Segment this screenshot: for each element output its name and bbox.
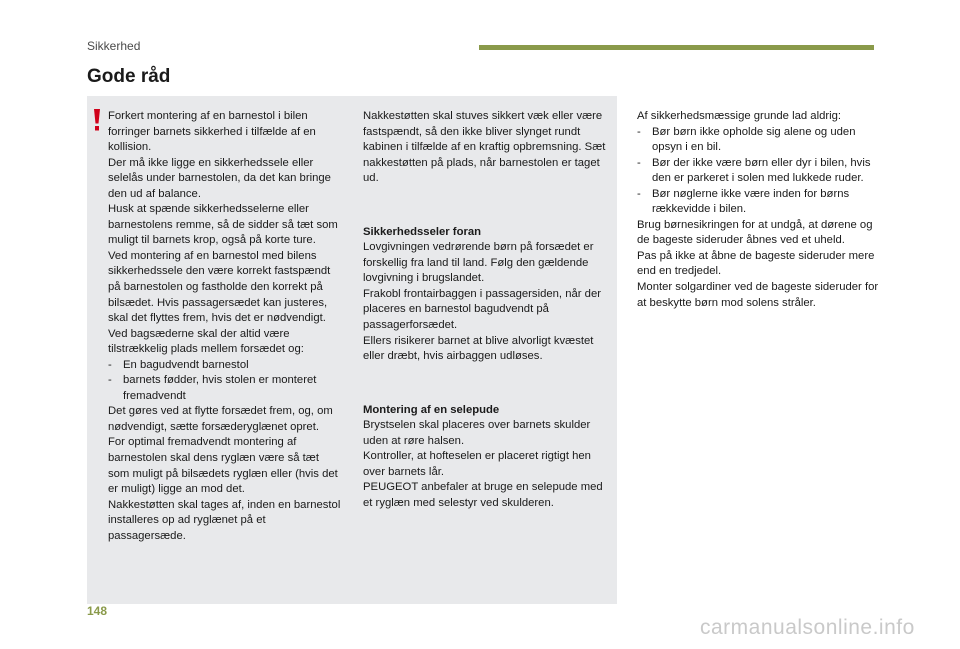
list-dash: - (108, 358, 112, 371)
header-rule (479, 45, 874, 50)
exclamation-warning-icon (91, 109, 103, 131)
page-title: Gode råd (87, 66, 171, 87)
list-item (637, 125, 882, 156)
paragraph: Ved bagsæderne skal der altid være tilstrækkelig plads mellem forsædet og: (108, 327, 304, 356)
paragraph: Ellers risikerer barnet at blive alvorligt kvæstet eller dræbt, hvis airbaggen udløses. (363, 334, 594, 363)
paragraph: Husk at spænde sikkerhedsselerne eller barnestolens remme, så de sidder så tæt som muligt til barnets krop, også på korte ture. (108, 203, 338, 247)
paragraph: Monter solgardiner ved de bageste sideruder for at beskytte børn mod solens stråler. (637, 281, 879, 309)
paragraph: Det gøres ved at flytte forsædet frem, og, om nødvendigt, sætte forsæderyglænet opret. (108, 405, 333, 433)
list-item (637, 187, 882, 218)
paragraph: PEUGEOT anbefaler at bruge en selepude med et ryglæn med selestyr ved skulderen. (363, 481, 603, 509)
paragraph: Lovgivningen vedrørende børn på forsædet er forskellig fra land til land. Følg den gældende lovgivning i brugslandet. (363, 241, 594, 285)
column-middle (363, 109, 608, 511)
paragraph: Brug børnesikringen for at undgå, at dørene og de bageste sideruder åbnes ved et uheld. (637, 218, 873, 247)
list-dash: - (637, 156, 641, 169)
list-item-text: Bør nøglerne ikke være inden for børns rækkevidde i bilen. (652, 187, 850, 216)
list-item (637, 156, 882, 187)
list-dash: - (637, 125, 641, 138)
list-item-text: Bør der ikke være børn eller dyr i bilen, hvis den er parkeret i solen med lukkede ruder. (652, 156, 871, 185)
paragraph: Ved montering af en barnestol med bilens sikkerhedssele den være korrekt fastspændt på barnestolen og fastholde den korrekt på bilsædet. Hvis passagersædet kan justeres, skal det flyttes frem, hvis det er nødvendigt. (108, 249, 331, 325)
section-heading: Montering af en selepude (363, 403, 500, 416)
section-heading: Sikkerhedsseler foran (363, 225, 482, 238)
column-left (108, 109, 343, 544)
paragraph: Brystselen skal placeres over barnets skulder uden at røre halsen. (363, 419, 591, 447)
paragraph: Pas på ikke at åbne de bageste sideruder mere end en tredjedel. (637, 249, 875, 278)
list-dash: - (637, 187, 641, 200)
list-item-text: Bør børn ikke opholde sig alene og uden opsyn i en bil. (652, 125, 856, 154)
paragraph: Af sikkerhedsmæssige grunde lad aldrig: (637, 110, 842, 122)
paragraph: Kontroller, at hofteselen er placeret rigtigt hen over barnets lår. (363, 450, 591, 478)
paragraph: Forkert montering af en barnestol i bilen forringer barnets sikkerhed i tilfælde af en kollision. (108, 110, 316, 154)
paragraph: For optimal fremadvendt montering af barnestolen skal dens ryglæn være så tæt som muligt på bilsædets ryglæn eller (hvis det er muligt) ligge an mod det. (108, 436, 338, 496)
page-number: 148 (87, 604, 108, 618)
watermark: carmanualsonline.info (700, 616, 915, 639)
paragraph: Frakobl frontairbaggen i passagersiden, når der placeres en barnestol bagudvendt på passagerforsædet. (363, 287, 602, 332)
paragraph: Nakkestøtten skal stuves sikkert væk eller være fastspændt, så den ikke bliver slynget rundt kabinen i tilfælde af en kraftig opbremsning. Sæt nakkestøtten på plads, når barnestolen er taget ud. (363, 110, 606, 185)
list-item (108, 358, 343, 374)
column-right (637, 109, 882, 311)
paragraph: Der må ikke ligge en sikkerhedssele eller selelås under barnestolen, da det kan bringe den ud af balance. (108, 156, 331, 200)
list-item (108, 373, 343, 404)
section-label: Sikkerhed (87, 39, 141, 53)
list-item-text: barnets fødder, hvis stolen er monteret fremadvendt (123, 374, 317, 402)
list-dash: - (108, 374, 112, 387)
paragraph: Nakkestøtten skal tages af, inden en barnestol installeres op ad ryglænet på et passagersæde. (108, 498, 341, 542)
list-item-text: En bagudvendt barnestol (123, 358, 249, 371)
